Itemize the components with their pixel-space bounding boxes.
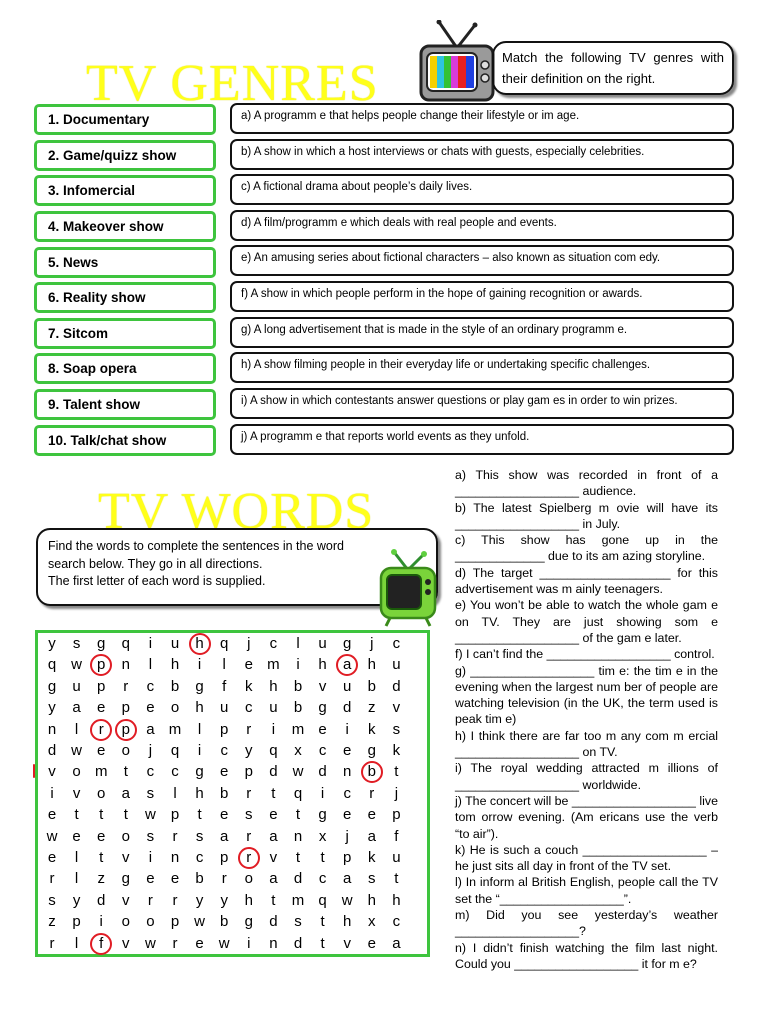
grid-letter: j bbox=[345, 827, 349, 845]
grid-letter: x bbox=[318, 827, 327, 845]
genre-item: 10. Talk/chat show bbox=[34, 425, 216, 456]
grid-letter: k bbox=[245, 677, 253, 695]
grid-letter: p bbox=[121, 720, 130, 738]
grid-letter: c bbox=[146, 763, 155, 781]
sentence: e) You won’t be able to watch the whole gam e on TV. They are just showing som e __________________ of the gam e later. bbox=[455, 598, 718, 645]
definition-item: e) An amusing series about fictional characters – also known as situation com edy. bbox=[230, 245, 734, 276]
grid-letter: v bbox=[392, 699, 401, 717]
grid-letter: p bbox=[343, 849, 352, 866]
grid-letter: i bbox=[148, 849, 153, 866]
grid-letter: w bbox=[194, 913, 206, 931]
grid-letter: l bbox=[222, 656, 226, 674]
sentence: c) This show has gone up in the _____________ due to its am azing storyline. bbox=[455, 533, 718, 564]
grid-letter: t bbox=[394, 870, 399, 888]
grid-letter: t bbox=[74, 806, 79, 824]
grid-letter: d bbox=[343, 699, 352, 717]
grid-letter: v bbox=[122, 849, 130, 866]
grid-letter: w bbox=[71, 742, 83, 759]
genre-item: 7. Sitcom bbox=[34, 318, 216, 349]
grid-letter: u bbox=[269, 699, 278, 717]
grid-letter: b bbox=[293, 699, 303, 717]
grid-letter: v bbox=[269, 849, 278, 866]
grid-letter: g bbox=[244, 913, 253, 931]
grid-letter: t bbox=[394, 763, 399, 781]
grid-letter: p bbox=[220, 849, 229, 866]
grid-letter: n bbox=[293, 827, 303, 845]
grid-letter: o bbox=[146, 913, 155, 931]
grid-letter: s bbox=[195, 827, 204, 845]
grid-letter: y bbox=[48, 699, 56, 717]
grid-letter: o bbox=[170, 699, 180, 717]
grid-letter: a bbox=[220, 827, 229, 845]
grid-letter: o bbox=[244, 870, 253, 888]
genre-item: 1. Documentary bbox=[34, 104, 216, 135]
genre-item: 6. Reality show bbox=[34, 282, 216, 313]
grid-letter: e bbox=[343, 806, 352, 824]
grid-letter: q bbox=[47, 656, 57, 674]
grid-letter: s bbox=[245, 806, 253, 824]
sentence: j) The concert will be __________________ live tom orrow evening. (Am ericans use the verb “to air”). bbox=[455, 793, 718, 841]
grid-letter: a bbox=[269, 870, 278, 888]
grid-letter: d bbox=[269, 913, 278, 931]
sentence: d) The target ___________________ for this advertisement was m ainly teenagers. bbox=[455, 565, 718, 597]
grid-letter: b bbox=[195, 870, 204, 888]
grid-letter: m bbox=[267, 656, 280, 674]
grid-letter: t bbox=[320, 913, 325, 931]
grid-letter: g bbox=[367, 742, 376, 759]
sentence: l) In inform al British English, people call the TV set the “__________________”. bbox=[455, 875, 718, 906]
grid-letter: e bbox=[97, 827, 106, 845]
grid-letter: o bbox=[72, 763, 81, 781]
grid-letter: o bbox=[121, 742, 130, 759]
grid-letter: t bbox=[99, 806, 104, 824]
grid-letter: i bbox=[296, 656, 300, 674]
grid-letter: w bbox=[144, 934, 156, 952]
grid-letter: w bbox=[292, 763, 304, 781]
instruction-line: Find the words to complete the sentences in the word bbox=[48, 539, 344, 553]
grid-letter: t bbox=[271, 784, 276, 802]
grid-letter: s bbox=[392, 720, 401, 738]
instruction-line: search below. They go in all directions. bbox=[48, 556, 263, 571]
grid-letter: t bbox=[295, 849, 301, 866]
grid-letter: a bbox=[343, 656, 352, 674]
grid-letter: i bbox=[197, 742, 202, 759]
grid-letter: g bbox=[318, 699, 327, 717]
grid-letter: v bbox=[318, 677, 327, 695]
grid-letter: d bbox=[318, 763, 327, 781]
definition-item: j) A programm e that reports world events as they unfold. bbox=[230, 424, 734, 455]
grid-letter: a bbox=[146, 720, 155, 738]
grid-letter: j bbox=[370, 635, 374, 652]
grid-letter: l bbox=[173, 784, 177, 802]
grid-letter: a bbox=[72, 699, 81, 717]
grid-letter: g bbox=[121, 870, 130, 888]
grid-letter: h bbox=[244, 891, 253, 909]
grid-letter: a bbox=[121, 784, 130, 802]
grid-letter: k bbox=[368, 849, 376, 866]
grid-letter: p bbox=[244, 763, 253, 781]
grid-letter: v bbox=[72, 784, 81, 802]
grid-letter: q bbox=[220, 635, 229, 652]
grid-letter: g bbox=[195, 677, 204, 695]
grid-letter: i bbox=[247, 934, 251, 952]
grid-letter: t bbox=[320, 849, 325, 866]
grid-letter: p bbox=[170, 806, 180, 824]
grid-letter: i bbox=[271, 720, 276, 738]
grid-letter: q bbox=[293, 784, 303, 802]
grid-letter: o bbox=[121, 827, 130, 845]
grid-letter: u bbox=[392, 656, 401, 674]
grid-letter: e bbox=[170, 870, 180, 888]
grid-letter: v bbox=[343, 934, 351, 952]
grid-letter: r bbox=[369, 784, 375, 802]
sentence: n) I didn’t finish watching the film last night. Could you __________________ it for m e? bbox=[455, 940, 718, 971]
grid-letter: e bbox=[47, 806, 57, 824]
grid-letter: l bbox=[197, 720, 202, 738]
grid-letter: p bbox=[72, 913, 81, 931]
grid-letter: f bbox=[99, 934, 104, 952]
grid-letter: l bbox=[74, 849, 79, 866]
grid-letter: g bbox=[97, 635, 106, 652]
grid-letter: b bbox=[220, 784, 229, 802]
grid-letter: d bbox=[47, 742, 57, 759]
grid-letter: s bbox=[368, 870, 376, 888]
grid-letter: p bbox=[392, 806, 401, 824]
grid-letter: r bbox=[172, 934, 178, 952]
grid-letter: e bbox=[367, 806, 376, 824]
grid-letter: e bbox=[244, 656, 253, 674]
grid-letter: v bbox=[48, 763, 56, 781]
grid-letter: p bbox=[121, 699, 130, 717]
definition-item: a) A programm e that helps people change their lifestyle or im age. bbox=[230, 103, 734, 134]
grid-letter: e bbox=[195, 934, 204, 952]
grid-letter: l bbox=[74, 870, 79, 888]
matching-instruction: Match the following TV genres with their definition on the right. bbox=[492, 41, 734, 95]
grid-letter: e bbox=[269, 806, 278, 824]
sentence: k) He is such a couch __________________ – he just sits all day in front of the TV set. bbox=[455, 842, 718, 874]
genre-item: 3. Infomercial bbox=[34, 175, 216, 206]
grid-letter: e bbox=[343, 742, 352, 759]
grid-letter: h bbox=[367, 891, 376, 909]
sentence: h) I think there are far too m any com m ercial __________________ on TV. bbox=[455, 728, 718, 760]
grid-letter: e bbox=[72, 827, 81, 845]
grid-letter: y bbox=[245, 742, 253, 759]
grid-letter: i bbox=[345, 720, 349, 738]
grid-letter: c bbox=[318, 870, 327, 888]
definition-item: h) A show filming people in their everyday life or undertaking specific challenges. bbox=[230, 352, 734, 383]
grid-letter: h bbox=[195, 784, 204, 802]
grid-letter: f bbox=[222, 677, 227, 695]
grid-letter: s bbox=[48, 891, 56, 909]
grid-letter: e bbox=[146, 699, 155, 717]
grid-letter: s bbox=[146, 784, 155, 802]
grid-letter: i bbox=[99, 913, 103, 931]
grid-letter: h bbox=[367, 656, 376, 674]
grid-letter: o bbox=[97, 784, 106, 802]
grid-letter: d bbox=[293, 934, 303, 952]
grid-letter: n bbox=[170, 849, 180, 866]
grid-letter: u bbox=[170, 635, 180, 652]
grid-letter: i bbox=[50, 784, 54, 802]
grid-letter: v bbox=[122, 934, 130, 952]
grid-letter: t bbox=[123, 806, 128, 824]
grid-letter: m bbox=[94, 763, 108, 781]
grid-letter: k bbox=[368, 720, 376, 738]
grid-letter: f bbox=[394, 827, 399, 845]
grid-letter: g bbox=[318, 806, 327, 824]
grid-letter: h bbox=[392, 891, 401, 909]
green-tv-icon bbox=[378, 548, 438, 628]
grid-letter: s bbox=[294, 913, 302, 931]
grid-letter: c bbox=[269, 635, 278, 652]
grid-letter: l bbox=[296, 635, 300, 652]
grid-letter: e bbox=[97, 742, 106, 759]
genre-item: 9. Talent show bbox=[34, 389, 216, 420]
grid-letter: n bbox=[121, 656, 130, 674]
genres-title: TV GENRES bbox=[86, 55, 379, 112]
grid-letter: p bbox=[220, 720, 229, 738]
grid-letter: q bbox=[318, 891, 327, 909]
grid-letter: t bbox=[99, 849, 104, 866]
sentence: f) I can’t find the __________________ control. bbox=[455, 647, 715, 662]
grid-letter: b bbox=[293, 677, 303, 695]
grid-letter: r bbox=[246, 849, 252, 866]
grid-letter: x bbox=[368, 913, 376, 931]
definition-item: g) A long advertisement that is made in the style of an ordinary programm e. bbox=[230, 317, 734, 348]
grid-letter: b bbox=[367, 763, 376, 781]
grid-letter: r bbox=[49, 870, 55, 888]
grid-letter: a bbox=[367, 827, 376, 845]
grid-letter: x bbox=[294, 742, 302, 759]
grid-letter: t bbox=[295, 806, 301, 824]
grid-letter: e bbox=[146, 870, 155, 888]
grid-letter: n bbox=[47, 720, 57, 738]
grid-letter: i bbox=[148, 635, 153, 652]
grid-letter: e bbox=[97, 699, 106, 717]
grid-letter: q bbox=[121, 635, 130, 652]
grid-letter: c bbox=[171, 763, 179, 781]
definition-item: f) A show in which people perform in the hope of gaining recognition or awards. bbox=[230, 281, 734, 312]
grid-letter: m bbox=[291, 720, 305, 738]
instruction-line: The first letter of each word is supplied. bbox=[48, 574, 266, 588]
grid-letter: a bbox=[269, 827, 278, 845]
grid-letter: h bbox=[170, 656, 180, 674]
grid-letter: c bbox=[343, 784, 351, 802]
grid-letter: y bbox=[72, 891, 81, 909]
grid-letter: u bbox=[220, 699, 229, 717]
grid-letter: r bbox=[49, 934, 55, 952]
grid-letter: u bbox=[72, 677, 81, 695]
grid-letter: v bbox=[122, 891, 130, 909]
grid-letter: j bbox=[247, 635, 251, 652]
grid-letter: o bbox=[121, 913, 130, 931]
grid-letter: l bbox=[74, 934, 79, 952]
grid-letter: w bbox=[218, 934, 230, 952]
grid-letter: g bbox=[195, 763, 204, 781]
grid-letter: z bbox=[368, 699, 376, 717]
grid-letter: e bbox=[220, 806, 229, 824]
grid-letter: t bbox=[123, 763, 128, 781]
grid-letter: z bbox=[97, 870, 105, 888]
definition-item: c) A fictional drama about people’s daily lives. bbox=[230, 174, 734, 205]
grid-letter: h bbox=[195, 699, 204, 717]
genre-item: 2. Game/quizz show bbox=[34, 140, 216, 171]
grid-letter: d bbox=[392, 677, 401, 695]
grid-letter: c bbox=[146, 677, 155, 695]
grid-letter: d bbox=[293, 870, 303, 888]
grid-letter: a bbox=[392, 934, 401, 952]
grid-letter: c bbox=[392, 635, 401, 652]
grid-letter: b bbox=[367, 677, 376, 695]
grid-letter: u bbox=[343, 677, 352, 695]
sentence: b) The latest Spielberg m ovie will have its __________________ in July. bbox=[455, 500, 718, 531]
grid-letter: k bbox=[392, 742, 401, 759]
grid-letter: m bbox=[168, 720, 182, 738]
grid-letter: r bbox=[123, 677, 129, 695]
grid-letter: r bbox=[221, 870, 227, 888]
grid-letter: u bbox=[392, 849, 401, 866]
grid-letter: r bbox=[246, 827, 252, 845]
grid-letter: t bbox=[320, 934, 325, 952]
sentence: i) The royal wedding attracted m illions of __________________ worldwide. bbox=[455, 761, 718, 792]
grid-letter: e bbox=[220, 763, 229, 781]
words-title: TV WORDS bbox=[98, 483, 375, 540]
grid-letter: r bbox=[172, 891, 178, 909]
fill-in-sentences bbox=[455, 467, 718, 972]
grid-letter: l bbox=[148, 656, 153, 674]
grid-letter: c bbox=[195, 849, 204, 866]
grid-letter: e bbox=[47, 849, 57, 866]
grid-letter: r bbox=[147, 891, 153, 909]
grid-letter: n bbox=[343, 763, 352, 781]
grid-letter: s bbox=[72, 635, 81, 652]
grid-letter: y bbox=[220, 891, 228, 909]
grid-letter: g bbox=[343, 635, 352, 652]
grid-letter: h bbox=[318, 656, 327, 674]
grid-letter: d bbox=[97, 891, 106, 909]
grid-letter: h bbox=[195, 635, 204, 652]
grid-letter: i bbox=[197, 656, 202, 674]
grid-letter: s bbox=[146, 827, 155, 845]
retro-tv-icon bbox=[417, 20, 497, 106]
genre-item: 8. Soap opera bbox=[34, 353, 216, 384]
grid-letter: y bbox=[195, 891, 204, 909]
sentence: g) __________________ tim e: the tim e in the evening when the largest num ber of people are watching television (in the UK, the term used is peak tim e) bbox=[455, 663, 718, 727]
grid-letter: t bbox=[197, 806, 202, 824]
grid-letter: g bbox=[47, 677, 57, 695]
grid-letter: n bbox=[269, 934, 278, 952]
definition-item: d) A film/programm e which deals with real people and events. bbox=[230, 210, 734, 241]
grid-letter: a bbox=[343, 870, 352, 888]
grid-letter: w bbox=[46, 827, 58, 845]
grid-letter: j bbox=[148, 742, 153, 759]
grid-letter: d bbox=[269, 763, 278, 781]
grid-letter: p bbox=[97, 656, 106, 674]
sentence: m) Did you see yesterday’s weather __________________? bbox=[455, 908, 718, 939]
grid-letter: e bbox=[318, 720, 327, 738]
grid-letter: m bbox=[291, 891, 305, 909]
grid-letter: b bbox=[170, 677, 180, 695]
grid-letter: w bbox=[144, 806, 156, 824]
word-search-grid bbox=[35, 630, 430, 957]
grid-letter: q bbox=[269, 742, 278, 759]
grid-letter: r bbox=[246, 720, 252, 738]
grid-letter: j bbox=[394, 784, 399, 802]
grid-letter: l bbox=[74, 720, 79, 738]
grid-letter: r bbox=[246, 784, 252, 802]
grid-letter: p bbox=[97, 677, 106, 695]
genre-item: 4. Makeover show bbox=[34, 211, 216, 242]
genre-item: 5. News bbox=[34, 247, 216, 278]
grid-letter: r bbox=[98, 720, 104, 738]
grid-letter: i bbox=[320, 784, 325, 802]
grid-letter: c bbox=[245, 699, 253, 717]
sentence: a) This show was recorded in front of a __________________ audience. bbox=[455, 468, 718, 499]
grid-letter: u bbox=[318, 635, 327, 652]
grid-letter: z bbox=[48, 913, 56, 931]
grid-letter: p bbox=[170, 913, 180, 931]
grid-letter: h bbox=[269, 677, 278, 695]
definition-item: i) A show in which contestants answer questions or play gam es in order to win prizes. bbox=[230, 388, 734, 419]
grid-letter: w bbox=[341, 891, 353, 909]
grid-letter: h bbox=[343, 913, 352, 931]
grid-letter: t bbox=[271, 891, 276, 909]
grid-letter: r bbox=[172, 827, 178, 845]
grid-letter: c bbox=[392, 913, 401, 931]
grid-letter: c bbox=[220, 742, 228, 759]
definition-item: b) A show in which a host interviews or chats with guests, especially celebrities. bbox=[230, 139, 734, 170]
grid-letter: e bbox=[367, 934, 376, 952]
grid-letter: b bbox=[220, 913, 229, 931]
grid-letter: w bbox=[71, 656, 83, 674]
grid-letter: y bbox=[48, 635, 56, 652]
grid-letter: c bbox=[318, 742, 327, 759]
grid-letter: q bbox=[170, 742, 180, 759]
